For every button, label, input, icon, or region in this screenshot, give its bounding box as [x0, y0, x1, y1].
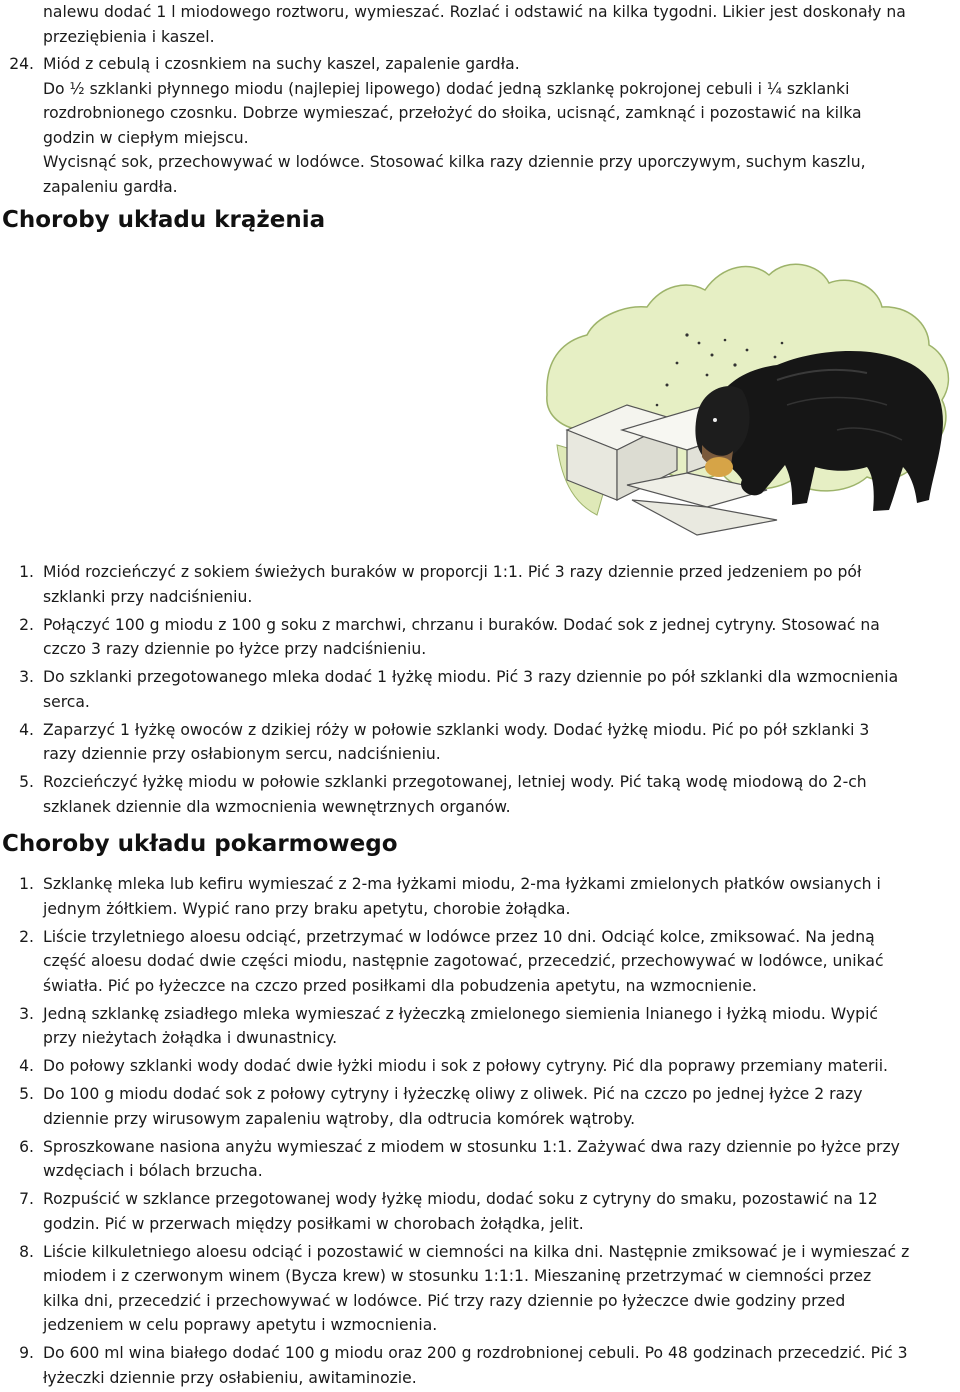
item-line: Do ½ szklanki płynnego miodu (najlepiej lipowego) dodać jedną szklankę pokrojonej cebuli i ¼ szklanki — [43, 79, 850, 98]
recipe-item — [0, 560, 960, 609]
item-line: część aloesu dodać dwie części miodu, następnie zagotować, przecedzić, przechowywać w lodówce, unikać — [43, 952, 884, 970]
item-line: jednym żółtkiem. Wypić rano przy braku apetytu, chorobie żołądka. — [43, 899, 571, 918]
item-title: Miód z cebulą i czosnkiem na suchy kaszel, zapalenie gardła. — [43, 55, 520, 73]
item-number: 1. — [19, 875, 34, 893]
recipe-item — [0, 718, 960, 767]
recipe-item — [0, 1054, 960, 1079]
recipe-item — [0, 1187, 960, 1236]
item-line: Zaparzyć 1 łyżkę owoców z dzikiej róży w połowie szklanki wody. Dodać łyżkę miodu. Pić po pół szklanki 3 — [43, 720, 870, 739]
section-heading-digestive: Choroby układu pokarmowego — [2, 831, 398, 857]
item-number: 5. — [19, 773, 34, 791]
recipe-item — [0, 1135, 960, 1184]
recipe-item — [0, 665, 960, 714]
item-line: światła. Pić po łyżeczce na czczo przed posiłkami dla pobudzenia apetytu, na wzmocnienie. — [43, 976, 757, 995]
recipe-item — [0, 1341, 960, 1390]
intro-line: przeziębienia i kaszel. — [43, 27, 215, 46]
item-line: godzin. Pić w przerwach między posiłkami w chorobach żołądka, jelit. — [43, 1214, 584, 1233]
item-line: jedzeniem w celu poprawy apetytu i wzmocnienia. — [43, 1316, 438, 1334]
item-line: kilka dni, przecedzić i przechowywać w lodówce. Pić trzy razy dziennie po łyżeczce dwie godziny przed — [43, 1291, 846, 1310]
item-line: szklanki przy nadciśnieniu. — [43, 587, 253, 606]
recipe-item — [0, 1240, 960, 1338]
item-line: Do 600 ml wina białego dodać 100 g miodu oraz 200 g rozdrobnionej cebuli. Po 48 godzinach przecedzić. Pić 3 — [43, 1344, 908, 1362]
item-line: Szklankę mleka lub kefiru wymieszać z 2-ma łyżkami miodu, 2-ma łyżkami zmielonych płatków owsianych i — [43, 875, 881, 893]
item-line: wzdęciach i bólach brzucha. — [43, 1162, 263, 1180]
item-line: zapaleniu gardła. — [43, 177, 178, 196]
recipe-item — [0, 1002, 960, 1051]
recipe-item — [0, 872, 960, 921]
intro-line: nalewu dodać 1 l miodowego roztworu, wymieszać. Rozlać i odstawić na kilka tygodni. Likier jest doskonały na — [43, 3, 906, 21]
item-line: przy nieżytach żołądka i dwunastnicy. — [43, 1029, 338, 1047]
item-line: Rozpuścić w szklance przegotowanej wody łyżkę miodu, dodać soku z cytryny do smaku, pozostawić na 12 — [43, 1190, 878, 1208]
intro-paragraph — [43, 0, 960, 49]
item-line: miodem i z czerwonym winem (Bycza krew) w stosunku 1:1:1. Mieszaninę przetrzymać w ciemności przez — [43, 1267, 872, 1285]
item-line: rozdrobnionego czosnku. Dobrze wymieszać, przełożyć do słoika, ucisnąć, zamknąć i pozostawić na kilka — [43, 104, 862, 122]
item-number: 24. — [9, 55, 34, 73]
bear-icon — [537, 245, 959, 548]
digestive-recipes-list — [0, 872, 960, 1390]
item-line: Do szklanki przegotowanego mleka dodać 1 łyżkę miodu. Pić 3 razy dziennie po pół szklanki dla wzmocnienia — [43, 668, 899, 686]
item-number: 2. — [19, 615, 34, 634]
recipe-item — [0, 770, 960, 819]
item-line: Miód rozcieńczyć z sokiem świeżych buraków w proporcji 1:1. Pić 3 razy dziennie przed jedzeniem po pół — [43, 563, 862, 581]
item-number: 3. — [19, 668, 34, 686]
item-number: 4. — [19, 1057, 34, 1075]
circulatory-recipes-list — [0, 560, 960, 819]
item-line: Połączyć 100 g miodu z 100 g soku z marchwi, chrzanu i buraków. Dodać sok z jednej cytryny. Stosować na — [43, 615, 880, 634]
item-line: Do połowy szklanki wody dodać dwie łyżki miodu i sok z połowy cytryny. Pić dla poprawy przemiany materii. — [43, 1057, 889, 1075]
item-line: razy dziennie przy osłabionym sercu, nadciśnieniu. — [43, 745, 441, 763]
item-number: 3. — [19, 1004, 34, 1023]
item-line: Do 100 g miodu dodać sok z połowy cytryny i łyżeczkę oliwy z oliwek. Pić na czczo po jednej łyżce 2 razy — [43, 1085, 863, 1103]
item-line: Liście kilkuletniego aloesu odciąć i pozostawić w ciemności na kilka dni. Następnie zmiksować je i wymieszać z — [43, 1242, 910, 1261]
recipe-item — [0, 613, 960, 662]
item-number: 2. — [19, 927, 34, 946]
item-line: łyżeczki dziennie przy osłabieniu, awitaminozie. — [43, 1368, 417, 1387]
recipe-item — [0, 1082, 960, 1131]
item-line: czczo 3 razy dziennie po łyżce przy nadciśnieniu. — [43, 640, 427, 658]
item-line: szklanek dziennie dla wzmocnienia wewnętrznych organów. — [43, 797, 511, 816]
item-line: Liście trzyletniego aloesu odciąć, przetrzymać w lodówce przez 10 dni. Odciąć kolce, zmiksować. Na jedną — [43, 927, 875, 946]
item-number: 4. — [19, 720, 34, 739]
item-line: dziennie przy wirusowym zapaleniu wątroby, dla odtrucia komórek wątroby. — [43, 1109, 636, 1128]
item-number: 6. — [19, 1137, 34, 1156]
recipe-item — [0, 925, 960, 999]
item-number: 9. — [19, 1344, 34, 1362]
item-number: 8. — [19, 1242, 34, 1261]
recipe-24 — [0, 52, 960, 199]
item-line: godzin w ciepłym miejscu. — [43, 128, 249, 147]
bear-beehive-illustration — [537, 245, 959, 548]
section-heading-circulatory: Choroby układu krążenia — [2, 207, 326, 233]
item-line: Wycisnąć sok, przechowywać w lodówce. Stosować kilka razy dziennie przy uporczywym, suchym kaszlu, — [43, 153, 866, 171]
item-line: Rozcieńczyć łyżkę miodu w połowie szklanki przegotowanej, letniej wody. Pić taką wodę miodową do 2-ch — [43, 773, 867, 791]
item-number: 7. — [19, 1190, 34, 1208]
item-line: Jedną szklankę zsiadłego mleka wymieszać z łyżeczką zmielonego siemienia lnianego i łyżką miodu. Wypić — [43, 1004, 878, 1023]
item-line: serca. — [43, 692, 90, 711]
item-number: 1. — [19, 563, 34, 581]
item-number: 5. — [19, 1085, 34, 1103]
item-line: Sproszkowane nasiona anyżu wymieszać z miodem w stosunku 1:1. Zażywać dwa razy dziennie po łyżce przy — [43, 1137, 900, 1156]
